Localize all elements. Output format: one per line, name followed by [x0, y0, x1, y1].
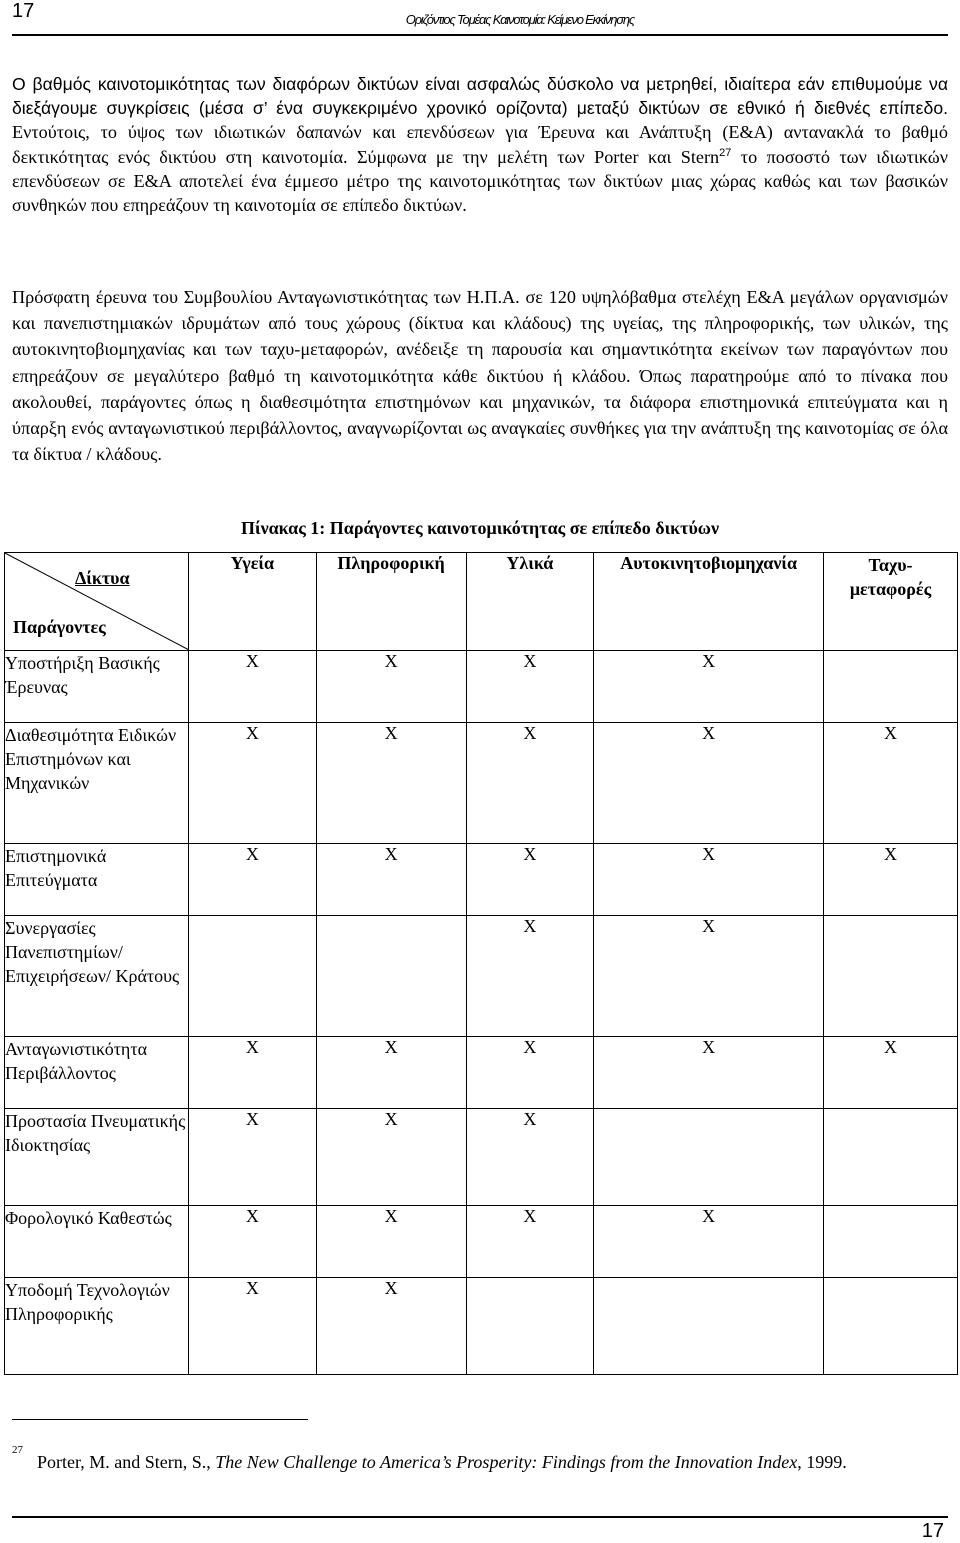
mark-cell: X — [466, 651, 594, 723]
mark-cell: X — [824, 1037, 958, 1109]
mark-cell — [316, 916, 466, 1037]
mark-cell — [824, 1109, 958, 1206]
mark-cell — [824, 916, 958, 1037]
mark-cell — [824, 651, 958, 723]
factors-table — [4, 552, 958, 1375]
mark-cell: X — [466, 1109, 594, 1206]
mark-cell: X — [316, 1206, 466, 1278]
mark-cell: X — [188, 723, 316, 844]
mark-cell: X — [316, 723, 466, 844]
table-row — [5, 916, 958, 1037]
mark-cell: X — [594, 723, 824, 844]
table-row — [5, 1278, 958, 1375]
footnote-rest: , 1999. — [797, 1452, 847, 1472]
mark-cell: X — [188, 1037, 316, 1109]
table-row — [5, 1206, 958, 1278]
table-row — [5, 1109, 958, 1206]
column-header: Ταχυ-μεταφορές — [824, 553, 958, 651]
mark-cell: X — [316, 844, 466, 916]
table-header-row — [5, 553, 958, 651]
mark-cell: X — [188, 1109, 316, 1206]
mark-cell: X — [466, 1037, 594, 1109]
mark-cell: X — [188, 1278, 316, 1375]
column-header: Υγεία — [188, 553, 316, 651]
table-row — [5, 1037, 958, 1109]
header-page-number: 17 — [12, 0, 35, 22]
footnote — [12, 1446, 946, 1474]
factor-cell: Προστασία Πνευματικής Ιδιοκτησίας — [5, 1109, 189, 1206]
factor-cell: Υποδομή Τεχνολογιών Πληροφορικής — [5, 1278, 189, 1375]
factor-cell: Φορολογικό Καθεστώς — [5, 1206, 189, 1278]
mark-cell — [466, 1278, 594, 1375]
factor-cell: Υποστήριξη Βασικής Έρευνας — [5, 651, 189, 723]
mark-cell: X — [594, 916, 824, 1037]
mark-cell: X — [594, 1037, 824, 1109]
paragraph-1-part-c: το ποσοστό των ιδιωτικών επενδύσεων σε Ε&Α αποτελεί ένα έμμεσο μέτρο της καινοτομικότητας των δικτύων μιας χώρας καθώς και των βασικών συνθηκών που επηρεάζουν τη καινοτομία σε επίπεδο δικτύων. — [12, 146, 949, 216]
factor-cell: Συνεργασίες Πανεπιστημίων/ Επιχειρήσεων/ Κράτους — [5, 916, 189, 1037]
mark-cell: X — [466, 916, 594, 1037]
mark-cell: X — [824, 844, 958, 916]
footer-page-number: 17 — [921, 1520, 944, 1542]
mark-cell: X — [594, 1206, 824, 1278]
footnote-title: The New Challenge to America’s Prosperity: Findings from the Innovation Index — [215, 1452, 798, 1472]
footnote-divider — [12, 1419, 308, 1420]
factor-cell: Επιστημονικά Επιτεύγματα — [5, 844, 189, 916]
paragraph-1-part-a: Ο βαθμός καινοτομικότητας των διαφόρων δικτύων είναι ασφαλώς δύσκολο να μετρηθεί, ιδιαίτερα εάν επιθυμούμε να διεξάγουμε συγκρίσεις (μέσα σ’ ένα συγκεκριμένο χρονικό ορίζοντα) μεταξύ δικτύων σε εθνικό ή διεθνές επίπεδο. — [12, 74, 948, 119]
header-divider — [12, 34, 948, 36]
mark-cell: X — [316, 1109, 466, 1206]
mark-cell: X — [316, 1037, 466, 1109]
mark-cell — [824, 1278, 958, 1375]
footer-divider — [12, 1516, 948, 1518]
footnote-number: 27 — [12, 1444, 23, 1456]
paragraph-1-part-b: Εντούτοις, το ύψος των ιδιωτικών δαπανών και επενδύσεων για Έρευνα και Ανάπτυξη (Ε&Α) αντανακλά το βαθμό δεκτικότητας ενός δικτύου στη καινοτομία. Σύμφωνα με την μελέτη των Porter και Stern — [12, 122, 948, 167]
table-row — [5, 651, 958, 723]
table-row — [5, 844, 958, 916]
mark-cell — [594, 1109, 824, 1206]
mark-cell: X — [316, 651, 466, 723]
column-header: Υλικά — [466, 553, 594, 651]
mark-cell — [824, 1206, 958, 1278]
footnote-ref: 27 — [719, 146, 732, 159]
mark-cell: X — [316, 1278, 466, 1375]
mark-cell: X — [188, 844, 316, 916]
mark-cell: X — [594, 651, 824, 723]
rows-label: Παράγοντες — [13, 617, 106, 637]
footnote-authors: Porter, M. and Stern, S., — [37, 1452, 216, 1472]
running-title: Οριζόντιος Τομέας Καινοτομία: Κείμενο Εκκίνησης — [405, 12, 634, 27]
mark-cell: X — [466, 844, 594, 916]
mark-cell — [188, 916, 316, 1037]
table-caption: Πίνακας 1: Παράγοντες καινοτομικότητας σε επίπεδο δικτύων — [241, 518, 719, 538]
column-header: Αυτοκινητοβιομηχανία — [594, 553, 824, 651]
columns-label: Δίκτυα — [75, 568, 130, 588]
mark-cell: X — [188, 1206, 316, 1278]
mark-cell: X — [188, 651, 316, 723]
mark-cell: X — [594, 844, 824, 916]
factor-cell: Διαθεσιμότητα Ειδικών Επιστημόνων και Μηχανικών — [5, 723, 189, 844]
mark-cell: X — [824, 723, 958, 844]
paragraph-2: Πρόσφατη έρευνα του Συμβουλίου Ανταγωνιστικότητας των Η.Π.Α. σε 120 υψηλόβαθμα στελέχη Ε&Α μεγάλων οργανισμών και πανεπιστημιακών ιδρυμάτων από τους χώρους (δίκτυα και κλάδους) της υγείας, της πληροφορικής, των υλικών, της αυτοκινητοβιομηχανίας και των ταχυ-μεταφορών, ανέδειξε τη παρουσία και σημαντικότητα εκείνων των παραγόντων που επηρεάζουν σε μεγαλύτερο βαθμό τη καινοτομικότητα κάθε δικτύου ή κλάδου. Όπως παρατηρούμε από το πίνακα που ακολουθεί, παράγοντες όπως η διαθεσιμότητα επιστημόνων και μηχανικών, τα διάφορα επιστημονικά επιτεύγματα και η ύπαρξη ενός ανταγωνιστικού περιβάλλοντος, αναγνωρίζονται ως αναγκαίες συνθήκες για την ανάπτυξη της καινοτομίας σε όλα τα δίκτυα / κλάδους. — [12, 287, 948, 465]
column-header: Πληροφορική — [316, 553, 466, 651]
factor-cell: Ανταγωνιστικότητα Περιβάλλοντος — [5, 1037, 189, 1109]
mark-cell: X — [466, 723, 594, 844]
corner-cell — [5, 553, 189, 651]
paragraph-1 — [12, 72, 948, 217]
mark-cell — [594, 1278, 824, 1375]
table-row — [5, 723, 958, 844]
mark-cell: X — [466, 1206, 594, 1278]
